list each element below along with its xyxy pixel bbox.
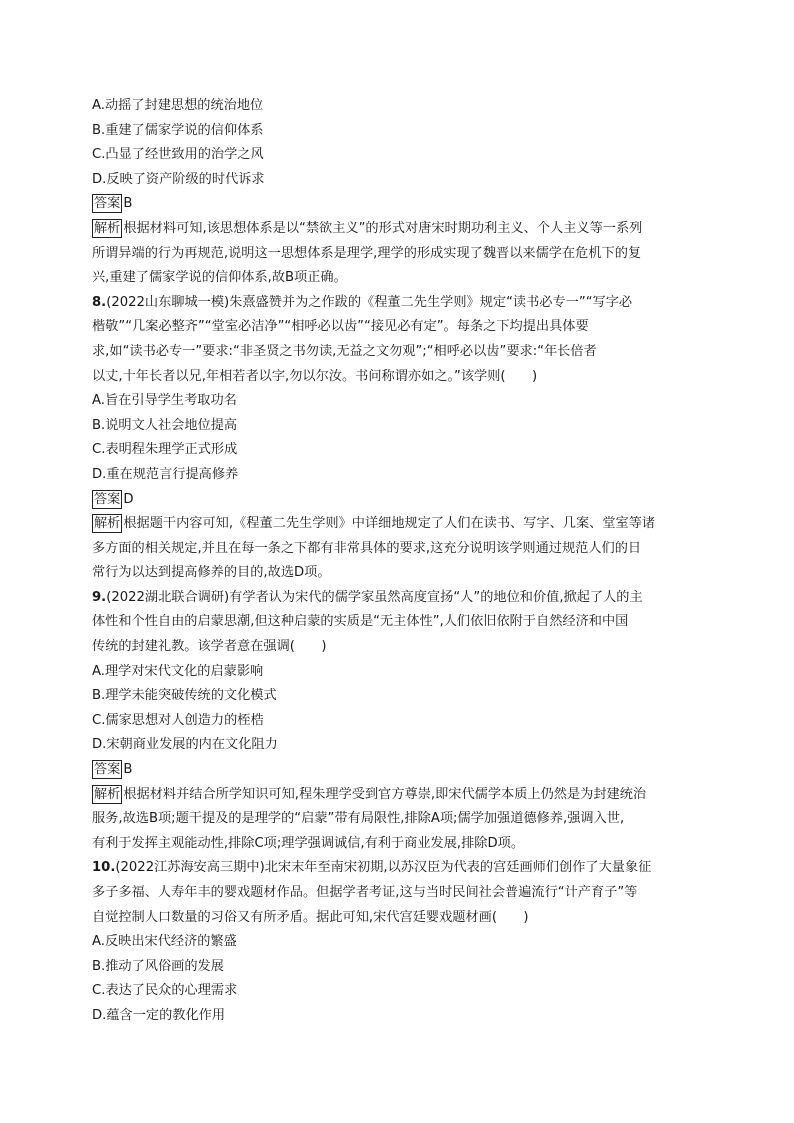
q8-analysis-line [92, 512, 712, 537]
document-page [92, 94, 712, 1029]
q7-analysis-line: 兴,重建了儒家学说的信仰体系,故B项正确。 [92, 270, 347, 286]
q9-option-a: A.理学对宋代文化的启蒙影响 [92, 663, 264, 679]
q8-stem-line: 以丈,十年长者以兄,年相若者以字,勿以尔汝。书问称谓亦如之。”该学则( ) [92, 368, 538, 384]
q7-analysis-line [92, 217, 712, 242]
q10-option-d: D.蕴含一定的教化作用 [92, 1007, 226, 1023]
answer-value: D [123, 491, 134, 507]
q10-number: 10. [92, 860, 116, 876]
q10-option-b: B.推动了风俗画的发展 [92, 958, 224, 974]
q9-stem-text: (2022湖北联合调研)有学者认为宋代的儒学家虽然高度宣扬“人”的地位和价值,掀起了人的主 [106, 589, 643, 605]
q8-stem-line: 楷敬”“几案必整齐”“堂室必洁净”“相呼必以齿”“接见必有定”。每条之下均提出具体要 [92, 319, 589, 335]
q8-analysis-line: 常行为以达到提高修养的目的,故选D项。 [92, 565, 331, 581]
q9-analysis-line [92, 783, 712, 808]
q8-option-c: C.表明程朱理学正式形成 [92, 442, 238, 458]
q9-number: 9. [92, 589, 107, 605]
q10-option-c: C.表达了民众的心理需求 [92, 983, 238, 999]
q10-stem-text: (2022江苏海安高三期中)北宋末年至南宋初期,以苏汉臣为代表的宫廷画师们创作了大量象征 [115, 860, 652, 876]
q10-stem-line: 自觉控制人口数量的习俗又有所矛盾。据此可知,宋代宫廷婴戏题材画( ) [92, 909, 529, 925]
q7-analysis-line: 所谓异端的行为再规范,说明这一思想体系是理学,理学的形成实现了魏晋以来儒学在危机下的复 [92, 245, 642, 261]
q8-analysis-line: 多方面的相关规定,并且在每一条之下都有非常具体的要求,这充分说明该学则通过规范人们的日 [92, 540, 642, 556]
q7-answer [92, 192, 712, 217]
answer-value: B [123, 196, 133, 212]
analysis-text: 根据题干内容可知,《程董二先生学则》中详细地规定了人们在读书、写字、几案、堂室等诸 [123, 516, 656, 532]
q8-option-a: A.旨在引导学生考取功名 [92, 393, 237, 409]
q8-option-b: B.说明文人社会地位提高 [92, 417, 238, 433]
q8-stem-line [92, 291, 712, 316]
q7-option-c: C.凸显了经世致用的治学之风 [92, 147, 264, 163]
q8-number: 8. [92, 294, 107, 310]
q9-stem-line: 体性和个性自由的启蒙思潮,但这种启蒙的实质是“无主体性”,人们依旧依附于自然经济和中国 [92, 614, 629, 630]
analysis-label: 解析 [94, 786, 121, 802]
q10-stem-line: 多子多福、人寿年丰的婴戏题材作品。但据学者考证,这与当时民间社会普遍流行“计产育子”等 [92, 885, 638, 900]
q8-stem-line: 求,如“读书必专一”要求:“非圣贤之书勿读,无益之文勿观”;“相呼必以齿”要求:“年长倍者 [92, 343, 597, 359]
q9-option-b: B.理学未能突破传统的文化模式 [92, 688, 277, 704]
analysis-label: 解析 [94, 516, 121, 532]
analysis-label: 解析 [94, 220, 121, 236]
q8-option-d: D.重在规范言行提高修养 [92, 466, 239, 482]
answer-label: 答案 [94, 491, 121, 507]
q9-stem-line: 传统的封建礼教。该学者意在强调( ) [92, 639, 327, 655]
q10-stem-line [92, 856, 712, 881]
analysis-text: 根据材料可知,该思想体系是以“禁欲主义”的形式对唐宋时期功利主义、个人主义等一系列 [123, 220, 643, 236]
q7-option-a: A.动摇了封建思想的统治地位 [92, 98, 264, 113]
answer-label: 答案 [94, 762, 121, 778]
q9-answer [92, 758, 712, 783]
analysis-text: 根据材料并结合所学知识可知,程朱理学受到官方尊崇,即宋代儒学本质上仍然是为封建统治 [123, 786, 647, 802]
answer-label: 答案 [94, 196, 121, 212]
q9-analysis-line: 服务,故选B项;题干提及的是理学的“启蒙”带有局限性,排除A项;儒学加强道德修养,强调入世, [92, 811, 625, 827]
q7-option-b: B.重建了儒家学说的信仰体系 [92, 122, 264, 138]
q7-option-d: D.反映了资产阶级的时代诉求 [92, 171, 265, 187]
q9-stem-line [92, 586, 712, 611]
q9-option-d: D.宋朝商业发展的内在文化阻力 [92, 737, 278, 753]
q9-option-c: C.儒家思想对人创造力的桎梏 [92, 712, 264, 728]
q10-option-a: A.反映出宋代经济的繁盛 [92, 934, 237, 950]
q8-answer [92, 488, 712, 513]
answer-value: B [123, 762, 133, 778]
q9-analysis-line: 有利于发挥主观能动性,排除C项;理学强调诚信,有利于商业发展,排除D项。 [92, 835, 525, 851]
q8-stem-text: (2022山东聊城一模)朱熹盛赞并为之作跋的《程董二先生学则》规定“读书必专一”“写字必 [106, 294, 633, 310]
